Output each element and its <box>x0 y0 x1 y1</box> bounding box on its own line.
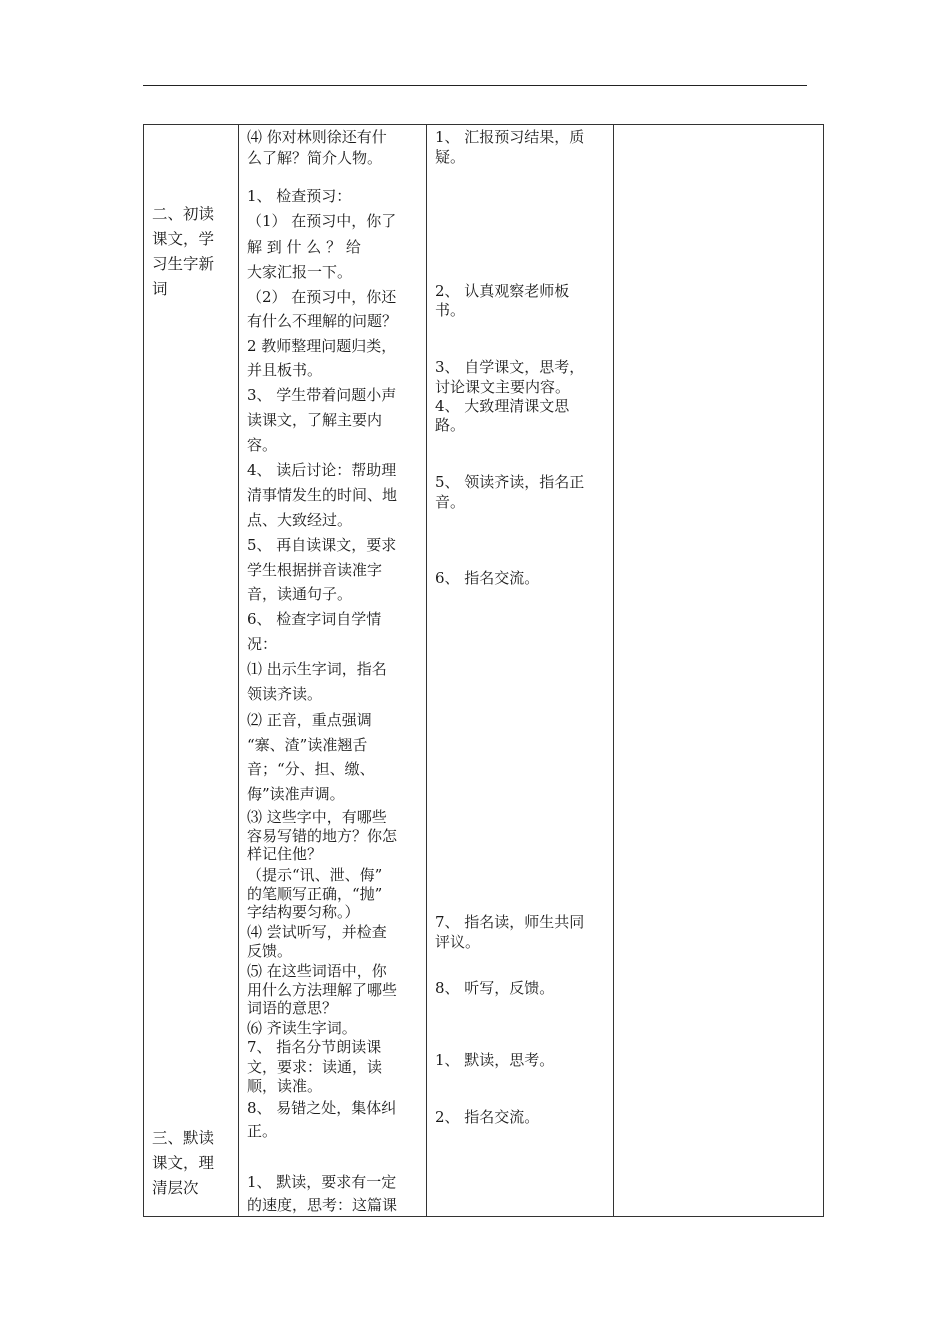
teacher-line: 样记住他？ <box>247 845 323 863</box>
student-line: 路。 <box>435 416 466 434</box>
teacher-line: 容。 <box>247 436 278 454</box>
teacher-line: 7、 指名分节朗读课 <box>247 1038 382 1056</box>
student-line: 8、 听写，反馈。 <box>435 979 555 997</box>
student-line: 4、 大致理清课文思 <box>435 397 570 415</box>
teacher-line: ⑶ 这些字中，有哪些 <box>247 808 387 826</box>
teacher-line: 有什么不理解的问题？ <box>247 312 398 330</box>
student-line: 2、 认真观察老师板 <box>435 282 570 300</box>
teacher-line: 读课文，了解主要内 <box>247 411 383 429</box>
teacher-line: 解 到 什 么 ？ 给 <box>247 238 361 256</box>
student-line: 5、 领读齐读，指名正 <box>435 473 585 491</box>
teacher-line: 4、 读后讨论：帮助理 <box>247 461 397 479</box>
teacher-line: 词语的意思？ <box>247 999 338 1017</box>
teacher-line: 1、 检查预习： <box>247 187 352 205</box>
teacher-line: “寨、渣”读准翘舌 <box>247 736 368 754</box>
teacher-line: 况： <box>247 635 278 653</box>
student-line: 疑。 <box>435 148 466 166</box>
teacher-line: （1） 在预习中，你了 <box>247 212 397 230</box>
teacher-line: 顺，读准。 <box>247 1077 323 1095</box>
teacher-line: 容易写错的地方？你怎 <box>247 827 398 845</box>
teacher-line: 反馈。 <box>247 942 293 960</box>
stage-2-line: 词 <box>152 280 168 298</box>
student-line: 3、 自学课文，思考， <box>435 358 585 376</box>
header-rule <box>143 85 807 86</box>
student-line: 1、 默读，思考。 <box>435 1051 555 1069</box>
teacher-line: ⑸ 在这些词语中，你 <box>247 962 387 980</box>
column-divider-2 <box>426 124 427 1217</box>
stage-2-line: 习生字新 <box>152 255 215 273</box>
student-line: 2、 指名交流。 <box>435 1108 540 1126</box>
teacher-line: （2） 在预习中，你还 <box>247 288 397 306</box>
teacher-line: 并且板书。 <box>247 361 323 379</box>
teacher-line: 清事情发生的时间、地 <box>247 486 398 504</box>
teacher-line: 用什么方法理解了哪些 <box>247 981 398 999</box>
teacher-line: 大家汇报一下。 <box>247 263 353 281</box>
teacher-line: 的速度，思考：这篇课 <box>247 1196 398 1214</box>
stage-3-line: 三、默读 <box>152 1129 215 1147</box>
teacher-line: （提示“讯、泄、侮” <box>247 866 383 884</box>
teacher-line: 的笔顺写正确，“抛” <box>247 885 383 903</box>
teacher-line: 侮”读准声调。 <box>247 785 345 803</box>
teacher-line: 领读齐读。 <box>247 685 323 703</box>
student-line: 评议。 <box>435 933 481 951</box>
teacher-line: ⑵ 正音，重点强调 <box>247 711 372 729</box>
teacher-line: 学生根据拼音读准字 <box>247 561 383 579</box>
notes-cell <box>614 125 823 1216</box>
student-line: 6、 指名交流。 <box>435 569 540 587</box>
teacher-line: 点、大致经过。 <box>247 511 353 529</box>
teacher-line: 音；“分、担、缴、 <box>247 760 375 778</box>
teacher-line: 2 教师整理问题归类， <box>247 337 397 355</box>
teacher-line: 字结构要匀称。） <box>247 903 360 921</box>
teacher-line: 6、 检查字词自学情 <box>247 610 382 628</box>
teacher-line: 5、 再自读课文，要求 <box>247 536 397 554</box>
teacher-line: 文，要求：读通，读 <box>247 1058 383 1076</box>
teacher-line: ⑹ 齐读生字词。 <box>247 1019 357 1037</box>
teacher-line: 么了解？简介人物。 <box>247 149 383 167</box>
teacher-line: 3、 学生带着问题小声 <box>247 386 397 404</box>
teacher-line: 1、 默读，要求有一定 <box>247 1173 397 1191</box>
teacher-line: ⑷ 尝试听写，并检查 <box>247 923 387 941</box>
teacher-line: 音，读通句子。 <box>247 585 353 603</box>
stage-2-line: 课文，学 <box>152 230 215 248</box>
student-line: 7、 指名读，师生共同 <box>435 913 585 931</box>
column-divider-1 <box>238 124 239 1217</box>
student-line: 讨论课文主要内容。 <box>435 378 571 396</box>
stage-3-line: 清层次 <box>152 1179 199 1197</box>
teacher-line: ⑴ 出示生字词，指名 <box>247 660 387 678</box>
student-line: 书。 <box>435 301 466 319</box>
teacher-line: 8、 易错之处，集体纠 <box>247 1099 397 1117</box>
student-line: 1、 汇报预习结果，质 <box>435 128 585 146</box>
stage-3-cell <box>152 1126 232 1201</box>
student-line: 音。 <box>435 493 466 511</box>
stage-2-line: 二、初读 <box>152 205 215 223</box>
stage-2-cell <box>152 202 232 302</box>
teacher-line: 正。 <box>247 1122 278 1140</box>
stage-3-line: 课文，理 <box>152 1154 215 1172</box>
teacher-line: ⑷ 你对林则徐还有什 <box>247 128 387 146</box>
